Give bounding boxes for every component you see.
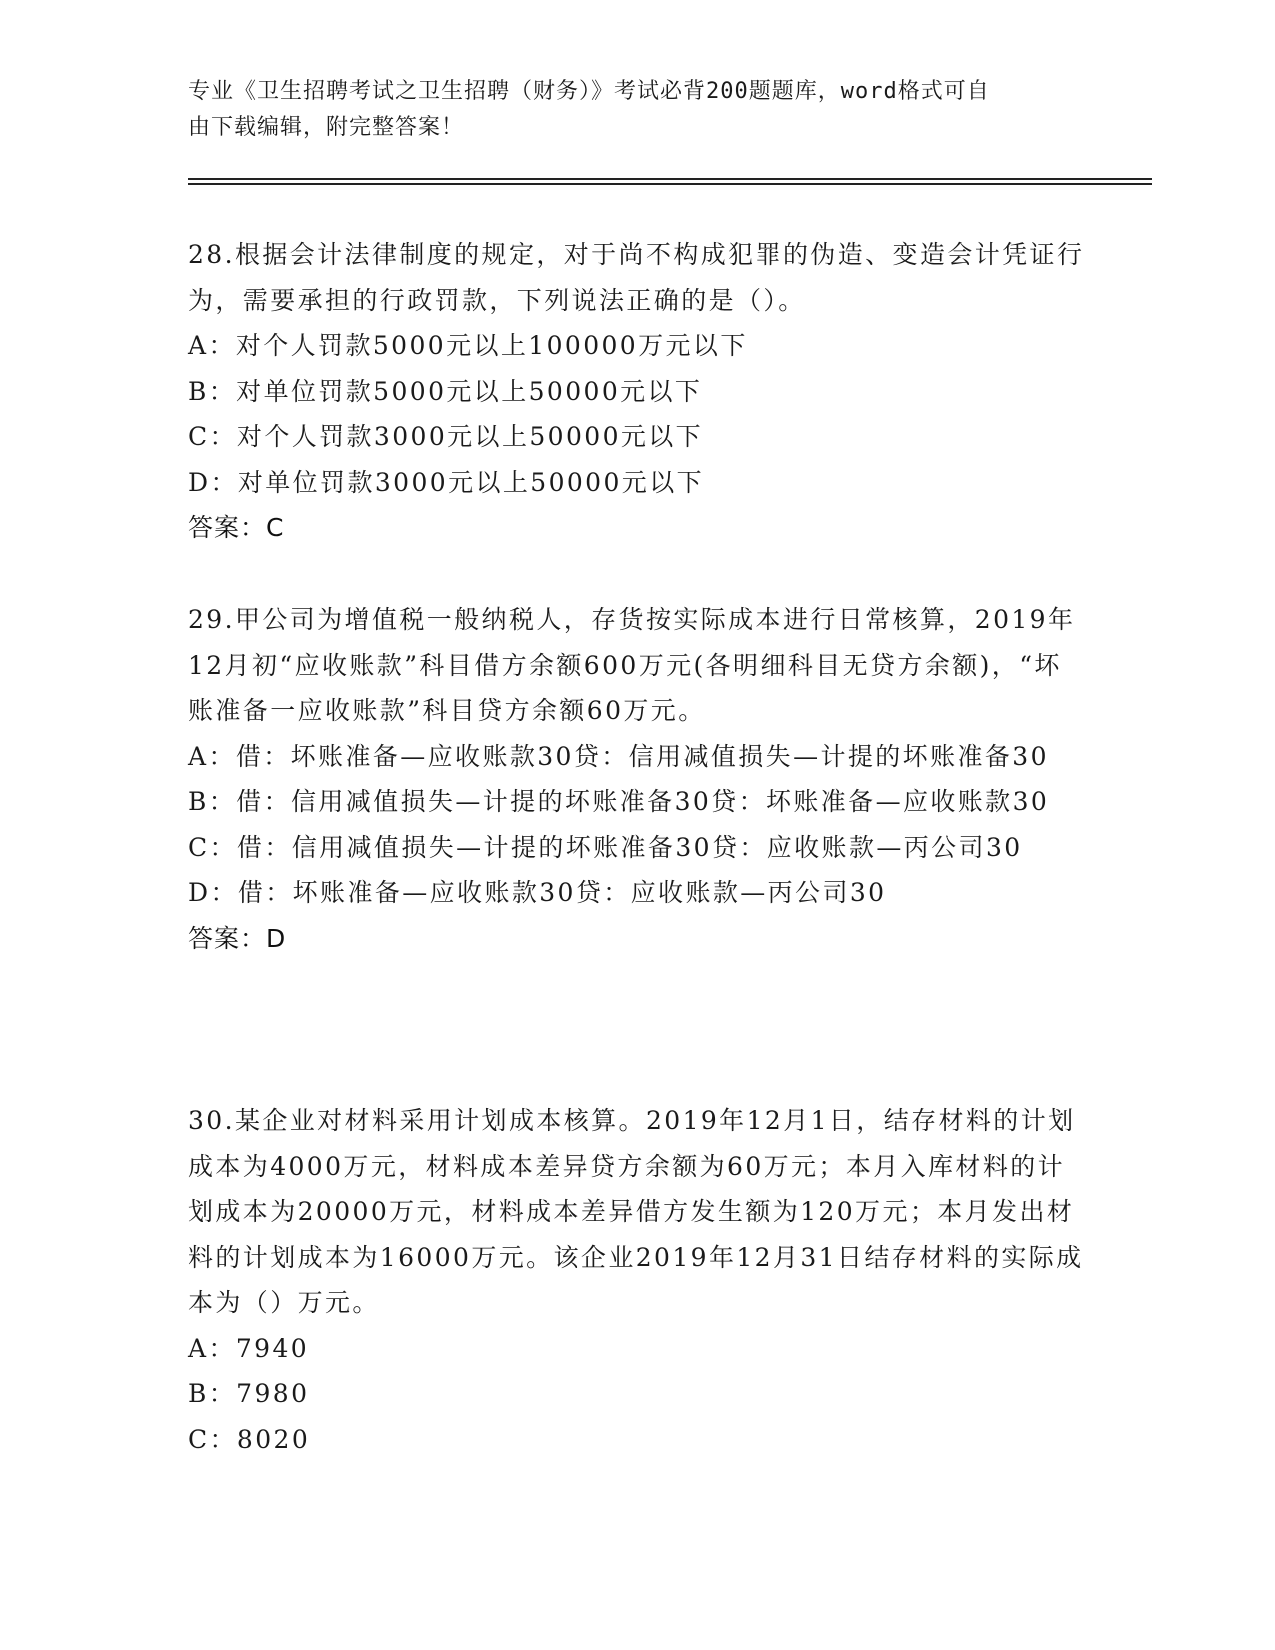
option-d: D：对单位罚款3000元以上50000元以下 [188, 467, 704, 497]
option-d: D：借：坏账准备—应收账款30贷：应收账款—丙公司30 [188, 878, 887, 907]
header-line-1: 专业《卫生招聘考试之卫生招聘（财务）》考试必背200题题库，word格式可自 [188, 79, 990, 104]
answer-label: 答案：D [188, 923, 287, 953]
option-a: A：对个人罚款5000元以上100000万元以下 [188, 331, 748, 360]
option-b: B：对单位罚款5000元以上50000元以下 [188, 376, 703, 406]
header-divider-bottom [188, 183, 1152, 185]
header-divider-top [188, 178, 1152, 180]
question-stem: 29.甲公司为增值税一般纳税人，存货按实际成本进行日常核算，2019年12月初“应收账款”科目借方余额600万元(各明细科目无贷方余额)，“坏账准备一应收账款”科目贷方余额60万元。 [188, 605, 1076, 725]
option-a: A：7940 [188, 1333, 310, 1363]
option-c: C：8020 [188, 1424, 311, 1454]
option-c: C：借：信用减值损失—计提的坏账准备30贷：应收账款—丙公司30 [188, 832, 1023, 862]
header-line-2: 由下载编辑，附完整答案！ [188, 115, 465, 140]
document-header [188, 74, 1088, 146]
question-stem: 30.某企业对材料采用计划成本核算。2019年12月1日，结存材料的计划成本为4000万元，材料成本差异贷方余额为60万元；本月入库材料的计划成本为20000万元，材料成本差异借方发生额为120万元；本月发出材料的计划成本为16000万元。该企业2019年12月31日结存材料的实际成本为（）万元。 [188, 1106, 1084, 1317]
question-30 [188, 1098, 1088, 1462]
option-c: C：对个人罚款3000元以上50000元以下 [188, 422, 704, 451]
option-b: B：借：信用减值损失—计提的坏账准备30贷：坏账准备—应收账款30 [188, 787, 1050, 816]
question-29 [188, 597, 1088, 961]
option-b: B：7980 [188, 1379, 310, 1408]
question-28 [188, 232, 1088, 551]
question-stem: 28.根据会计法律制度的规定，对于尚不构成犯罪的伪造、变造会计凭证行为，需要承担的行政罚款，下列说法正确的是（）。 [188, 240, 1085, 315]
option-a: A：借：坏账准备—应收账款30贷：信用减值损失—计提的坏账准备30 [188, 741, 1049, 771]
answer-label: 答案：C [188, 513, 285, 542]
